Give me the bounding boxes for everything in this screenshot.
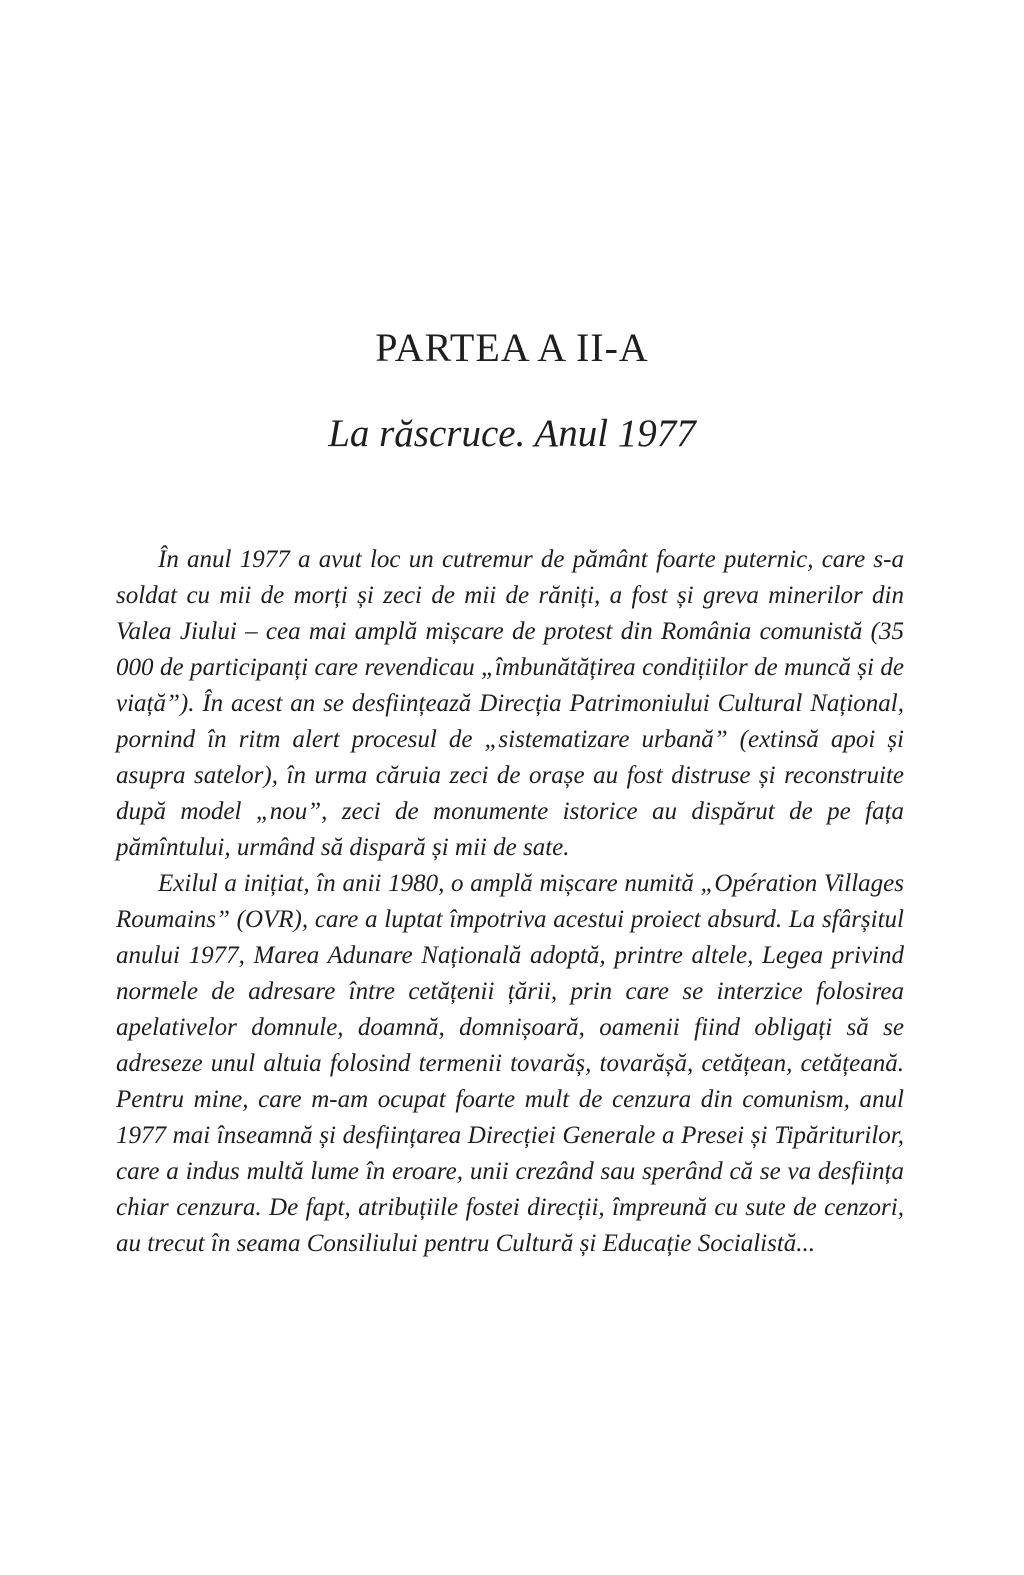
- paragraph-2: Exilul a inițiat, în anii 1980, o amplă mișcare numită „Opération Villages Roumains” (OVR), care a luptat împotriva acestui proiect absurd. La sfârșitul anului 1977, Marea Adunare Națională adoptă, printre altele, Legea privind normele de adresare între cetățenii țării, prin care se interzice folosirea apelativelor domnule, doamnă, domnișoară, oamenii fiind obligați să se adreseze unul altuia folosind termenii tovarăș, tovarășă, cetățean, cetățeană. Pentru mine, care m-am ocupat foarte mult de cenzura din comunism, anul 1977 mai înseamnă și desființarea Direcției Generale a Presei și Tipăriturilor, care a indus multă lume în eroare, unii crezând sau sperând că se va desființa chiar cenzura. De fapt, atribuțiile fostei direcții, împreună cu sute de cenzori, au trecut în seama Consiliului pentru Cultură și Educație Socialistă...: [116, 870, 904, 1257]
- paragraph-1: În anul 1977 a avut loc un cutremur de pământ foarte puternic, care s-a soldat cu mii de morți și zeci de mii de răniți, a fost și greva minerilor din Valea Jiului – cea mai amplă mișcare de protest din România comunistă (35 000 de participanți care revendicau „îmbunătățirea condițiilor de muncă și de viață”). În acest an se desființează Direcția Patrimoniului Cultural Național, pornind în ritm alert procesul de „sistematizare urbană” (extinsă apoi și asupra satelor), în urma căruia zeci de orașe au fost distruse și reconstruite după model „nou”, zeci de monumente istorice au dispărut de pe fața pămîntului, urmând să dispară și mii de sate.: [116, 546, 904, 861]
- body-text: [116, 542, 904, 1262]
- part-subtitle: La răscruce. Anul 1977: [328, 412, 696, 455]
- part-title: PARTEA A II-A: [375, 325, 649, 370]
